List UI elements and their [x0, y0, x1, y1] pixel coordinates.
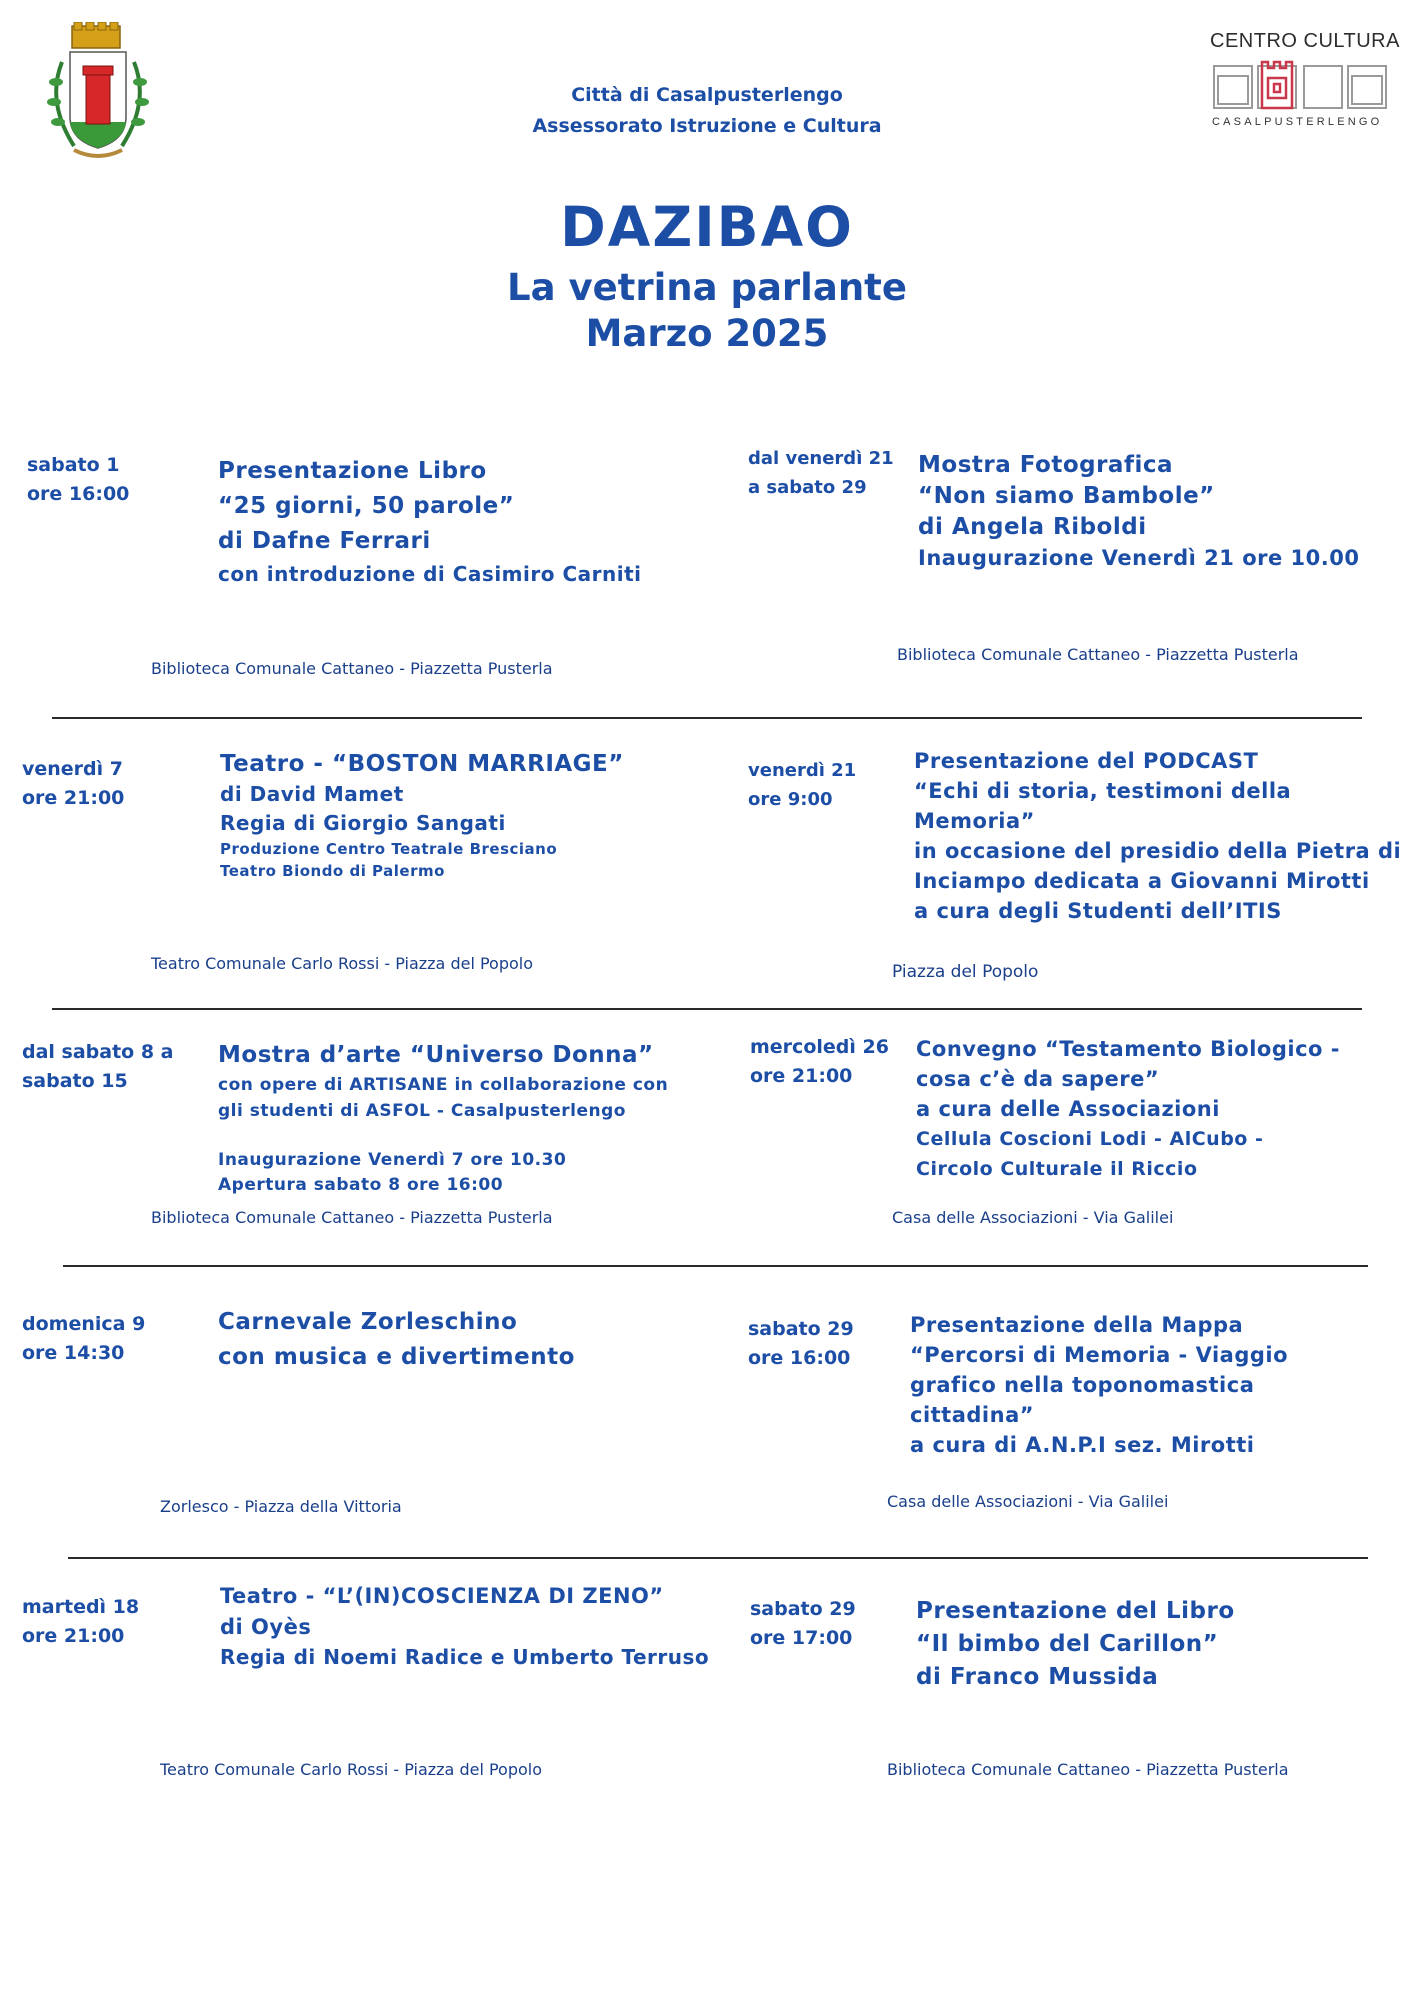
event-location: Biblioteca Comunale Cattaneo - Piazzetta Pusterla — [151, 1208, 553, 1227]
date-line: venerdì 21 — [748, 760, 857, 781]
department-name: Assessorato Istruzione e Cultura — [532, 115, 882, 137]
event-location: Casa delle Associazioni - Via Galilei — [892, 1208, 1174, 1227]
event-line: di Dafne Ferrari — [218, 528, 431, 554]
event-line: di Angela Riboldi — [918, 514, 1147, 540]
event-title: Convegno “Testamento Biologico - — [916, 1037, 1340, 1061]
event-location: Biblioteca Comunale Cattaneo - Piazzetta Pusterla — [151, 659, 553, 678]
event-line: cittadina” — [910, 1403, 1035, 1427]
date-line: martedì 18 — [22, 1596, 140, 1618]
time-line: ore 9:00 — [748, 789, 833, 810]
event-line: cosa c’è da sapere” — [916, 1067, 1160, 1091]
city-name: Città di Casalpusterlengo — [571, 84, 843, 106]
section-divider — [52, 717, 1362, 719]
event-line: Circolo Culturale il Riccio — [916, 1158, 1198, 1180]
page-subtitle — [0, 265, 1414, 357]
event-details — [218, 1038, 668, 1198]
event-line: “Non siamo Bambole” — [918, 483, 1215, 509]
date-line: venerdì 7 — [22, 758, 124, 780]
event-line: grafico nella toponomastica — [910, 1373, 1255, 1397]
event-details — [918, 450, 1359, 574]
event-line: a cura delle Associazioni — [916, 1097, 1220, 1121]
event-line: di Oyès — [220, 1615, 312, 1639]
page-title: DAZIBAO — [560, 195, 854, 259]
event-line: Inaugurazione Venerdì 7 ore 10.30 — [218, 1150, 567, 1170]
event-line: a cura degli Studenti dell’ITIS — [914, 899, 1282, 923]
time-line: ore 21:00 — [750, 1065, 853, 1087]
event-details — [914, 746, 1401, 926]
event-location: Piazza del Popolo — [892, 962, 1039, 982]
time-line: a sabato 29 — [748, 477, 867, 498]
header-institution — [0, 80, 1414, 142]
section-divider — [52, 1008, 1362, 1010]
event-title: Presentazione della Mappa — [910, 1313, 1244, 1337]
event-details — [218, 454, 642, 589]
event-line: Regia di Noemi Radice e Umberto Terruso — [220, 1645, 710, 1669]
event-title: Mostra Fotografica — [918, 452, 1173, 478]
event-title: Presentazione Libro — [218, 458, 487, 484]
event-date — [748, 444, 894, 502]
event-title: Presentazione del PODCAST — [914, 749, 1259, 773]
event-details — [220, 1580, 709, 1672]
event-line: di David Mamet — [220, 782, 404, 806]
event-line: Produzione Centro Teatrale Bresciano — [220, 840, 558, 858]
event-details — [220, 748, 624, 882]
event-line: “25 giorni, 50 parole” — [218, 493, 515, 519]
event-date — [750, 1033, 889, 1091]
date-line: sabato 29 — [750, 1598, 856, 1620]
event-title: Presentazione del Libro — [916, 1598, 1235, 1624]
time-line: ore 21:00 — [22, 1625, 125, 1647]
event-line: “Echi di storia, testimoni della — [914, 779, 1292, 803]
event-line: con opere di ARTISANE in collaborazione con — [218, 1075, 669, 1095]
event-line: di Franco Mussida — [916, 1664, 1159, 1690]
subtitle-line: La vetrina parlante — [507, 266, 907, 309]
date-line: mercoledì 26 — [750, 1036, 889, 1058]
event-details — [916, 1034, 1340, 1184]
date-line: sabato 1 — [27, 454, 120, 476]
event-line: in occasione del presidio della Pietra di — [914, 839, 1402, 863]
event-line: “Percorsi di Memoria - Viaggio — [910, 1343, 1289, 1367]
event-line: Inciampo dedicata a Giovanni Mirotti — [914, 869, 1370, 893]
time-line: ore 16:00 — [27, 483, 130, 505]
event-title: Teatro - “BOSTON MARRIAGE” — [220, 751, 624, 777]
event-title: Carnevale Zorleschino — [218, 1309, 518, 1335]
event-details — [218, 1305, 575, 1375]
event-line: “Il bimbo del Carillon” — [916, 1631, 1219, 1657]
event-line: gli studenti di ASFOL - Casalpusterlengo — [218, 1101, 626, 1121]
event-location: Teatro Comunale Carlo Rossi - Piazza del Popolo — [160, 1760, 543, 1779]
logo-title: CENTRO CULTURA — [1210, 30, 1400, 52]
time-line: sabato 15 — [22, 1070, 128, 1092]
event-date — [22, 1038, 174, 1096]
event-location: Zorlesco - Piazza della Vittoria — [160, 1497, 402, 1516]
event-line: Apertura sabato 8 ore 16:00 — [218, 1175, 504, 1195]
event-date — [22, 755, 124, 813]
time-line: ore 17:00 — [750, 1627, 853, 1649]
event-date — [750, 1595, 856, 1653]
event-line: a cura di A.N.P.I sez. Mirotti — [910, 1433, 1255, 1457]
date-line: domenica 9 — [22, 1313, 146, 1335]
event-title: Teatro - “L’(IN)COSCIENZA DI ZENO” — [220, 1584, 664, 1608]
event-line: Regia di Giorgio Sangati — [220, 811, 506, 835]
date-line: dal venerdì 21 — [748, 448, 894, 469]
event-location: Biblioteca Comunale Cattaneo - Piazzetta Pusterla — [897, 645, 1299, 664]
date-line: sabato 29 — [748, 1318, 854, 1340]
event-line: Inaugurazione Venerdì 21 ore 10.00 — [918, 546, 1360, 570]
time-line: ore 14:30 — [22, 1342, 125, 1364]
event-line: Memoria” — [914, 809, 1035, 833]
section-divider — [63, 1265, 1368, 1267]
event-location: Teatro Comunale Carlo Rossi - Piazza del Popolo — [151, 954, 534, 973]
event-location: Casa delle Associazioni - Via Galilei — [887, 1492, 1169, 1511]
event-line: Cellula Coscioni Lodi - AlCubo - — [916, 1128, 1264, 1150]
logo-subtitle: CASALPUSTERLENGO — [1212, 116, 1383, 128]
event-details — [916, 1595, 1235, 1694]
month-line: Marzo 2025 — [585, 312, 829, 355]
event-line: con introduzione di Casimiro Carniti — [218, 562, 642, 586]
event-details — [910, 1310, 1288, 1460]
section-divider — [68, 1557, 1368, 1559]
event-date — [748, 756, 856, 814]
event-date — [27, 451, 129, 509]
event-line: con musica e divertimento — [218, 1344, 575, 1370]
time-line: ore 21:00 — [22, 787, 125, 809]
event-line: Teatro Biondo di Palermo — [220, 862, 445, 880]
event-title: Mostra d’arte “Universo Donna” — [218, 1042, 654, 1068]
event-location: Biblioteca Comunale Cattaneo - Piazzetta Pusterla — [887, 1760, 1289, 1779]
event-date — [748, 1315, 854, 1373]
event-date — [22, 1310, 145, 1368]
event-date — [22, 1593, 139, 1651]
time-line: ore 16:00 — [748, 1347, 851, 1369]
date-line: dal sabato 8 a — [22, 1041, 174, 1063]
